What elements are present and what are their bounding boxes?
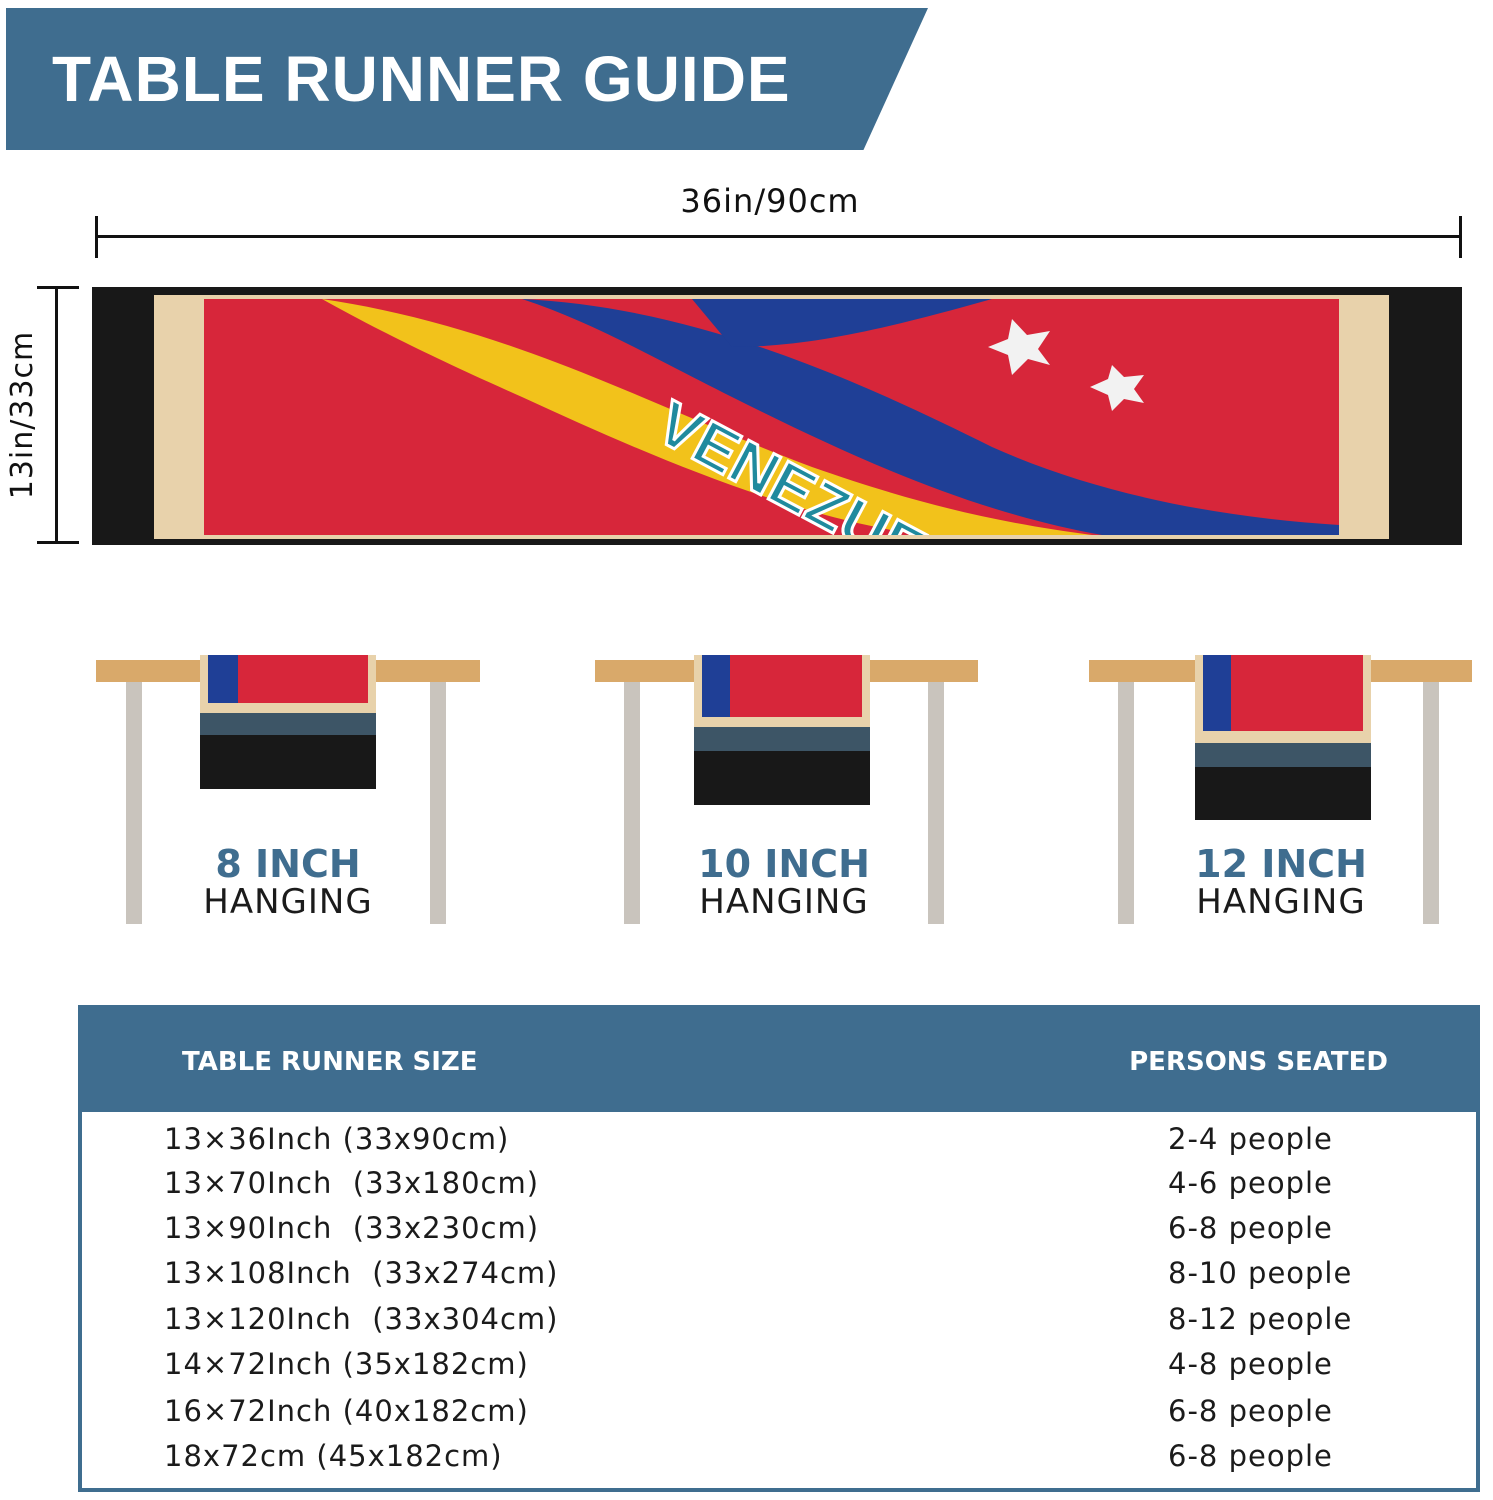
row-persons: 4-6 people [1168, 1166, 1333, 1200]
row-size: 13×90Inch (33x230cm) [164, 1211, 540, 1245]
table-row [82, 1211, 1476, 1255]
table-runner-image [92, 287, 1462, 545]
table-row [82, 1302, 1476, 1346]
hanging-label-12: HANGING [1196, 882, 1366, 922]
height-dimension-tick-bottom [37, 541, 79, 544]
row-persons: 2-4 people [1168, 1122, 1333, 1156]
row-persons: 8-10 people [1168, 1256, 1353, 1290]
width-dimension-label: 36in/90cm [680, 182, 860, 220]
table-row [82, 1394, 1476, 1438]
runner-hanging-end [200, 655, 376, 789]
header-persons-seated: PERSONS SEATED [1129, 1047, 1388, 1077]
hanging-label-10: HANGING [699, 882, 869, 922]
hanging-size-8: 8 INCH [215, 842, 361, 886]
runner-hanging-end [1195, 655, 1371, 820]
page-title: TABLE RUNNER GUIDE [52, 43, 791, 115]
width-dimension-tick-left [95, 216, 98, 258]
width-dimension-tick-right [1459, 216, 1462, 258]
row-size: 13×120Inch (33x304cm) [164, 1302, 559, 1336]
row-size: 16×72Inch (40x182cm) [164, 1394, 529, 1428]
height-dimension-label: 13in/33cm [5, 330, 40, 500]
row-persons: 6-8 people [1168, 1211, 1333, 1245]
height-dimension-tick-top [37, 286, 79, 289]
runner-hanging-end [694, 655, 870, 805]
row-persons: 6-8 people [1168, 1439, 1333, 1473]
row-persons: 8-12 people [1168, 1302, 1353, 1336]
row-persons: 4-8 people [1168, 1347, 1333, 1381]
hanging-size-12: 12 INCH [1195, 842, 1367, 886]
hanging-size-10: 10 INCH [698, 842, 870, 886]
row-persons: 6-8 people [1168, 1394, 1333, 1428]
size-table-header [82, 1009, 1476, 1112]
header-table-runner-size: TABLE RUNNER SIZE [182, 1047, 478, 1077]
row-size: 18x72cm (45x182cm) [164, 1439, 503, 1473]
row-size: 14×72Inch (35x182cm) [164, 1347, 529, 1381]
row-size: 13×70Inch (33x180cm) [164, 1166, 540, 1200]
width-dimension-line [97, 235, 1462, 238]
row-size: 13×36Inch (33x90cm) [164, 1122, 510, 1156]
table-row [82, 1166, 1476, 1210]
height-dimension-line [55, 288, 58, 544]
table-row [82, 1256, 1476, 1300]
table-row [82, 1347, 1476, 1391]
size-table [78, 1005, 1480, 1492]
table-row [82, 1122, 1476, 1166]
hanging-label-8: HANGING [203, 882, 373, 922]
row-size: 13×108Inch (33x274cm) [164, 1256, 559, 1290]
table-row [82, 1439, 1476, 1483]
